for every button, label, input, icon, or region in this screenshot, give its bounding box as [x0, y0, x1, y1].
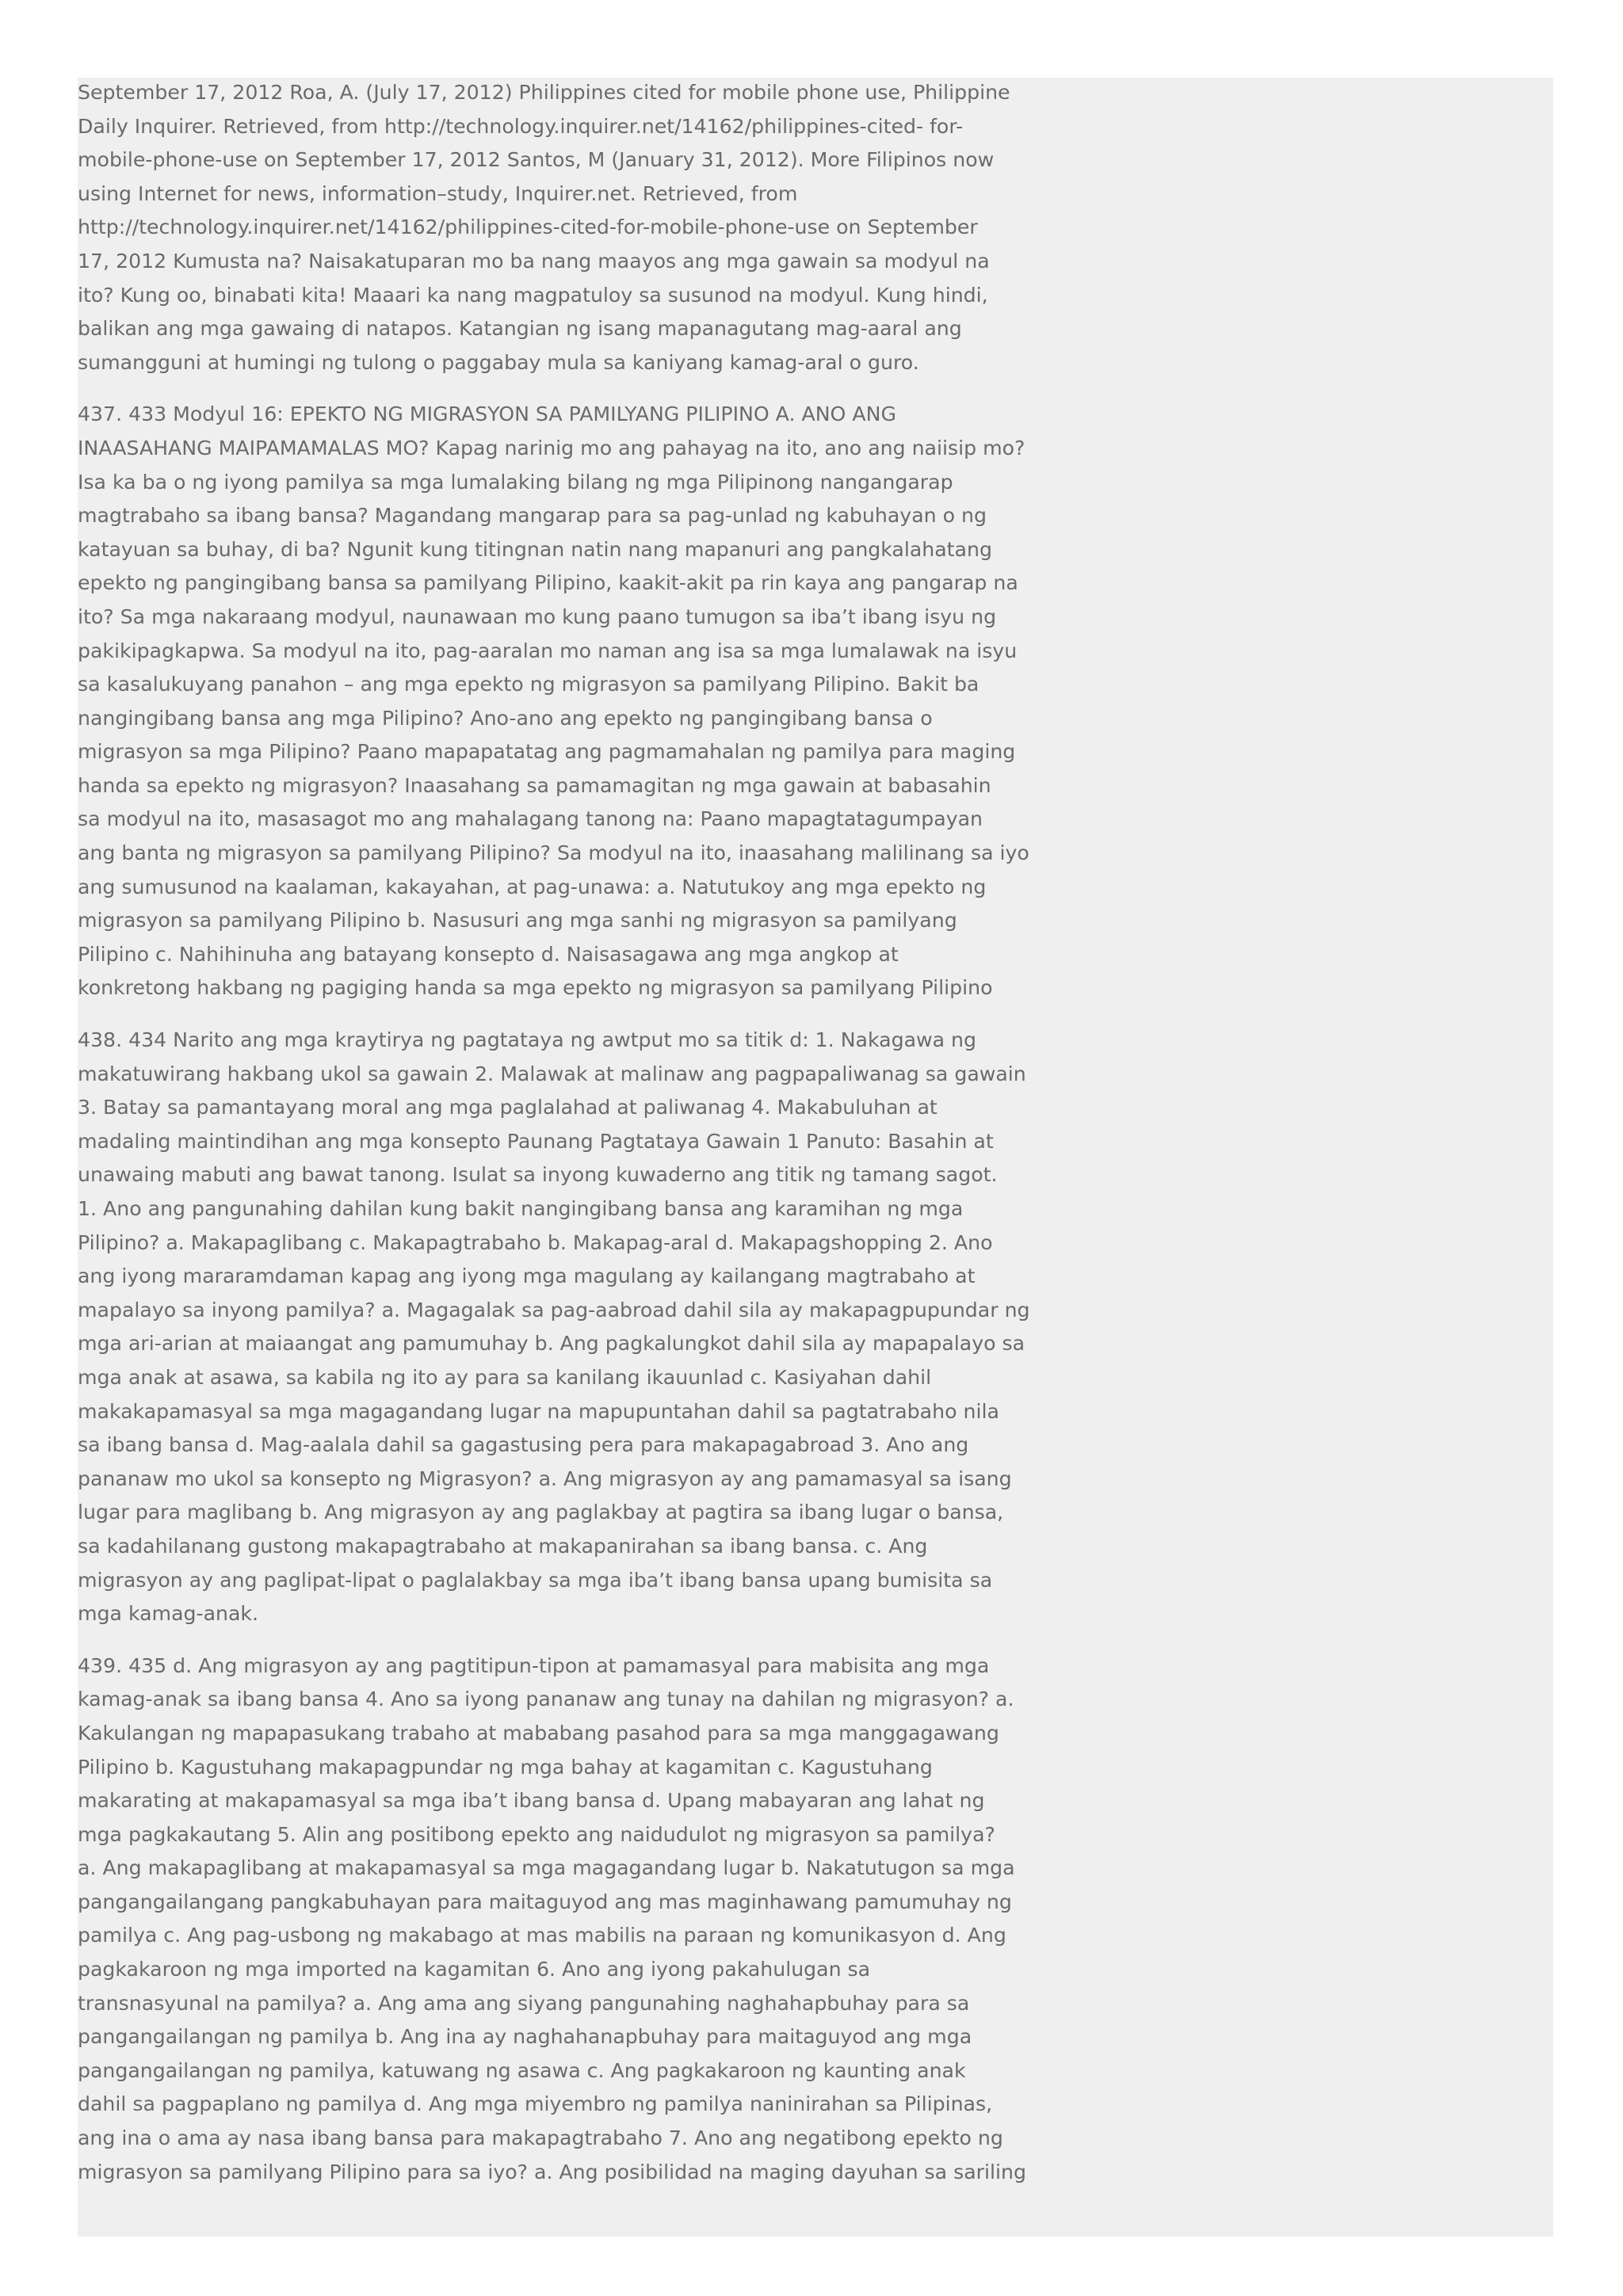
text-line: using Internet for news, information–study, Inquirer.net. Retrieved, from	[78, 181, 798, 205]
paragraph	[78, 398, 1068, 1005]
text-line: a. Ang makapaglibang at makapamasyal sa mga magagandang lugar b. Nakatutugon sa mga	[78, 1856, 1015, 1880]
text-line: konkretong hakbang ng pagiging handa sa mga epekto ng migrasyon sa pamilyang Pilipino	[78, 976, 993, 1000]
text-line: 17, 2012 Kumusta na? Naisakatuparan mo ba nang maayos ang mga gawain sa modyul na	[78, 249, 990, 273]
text-line: INAASAHANG MAIPAMAMALAS MO? Kapag narinig mo ang pahayag na ito, ano ang naiisip mo?	[78, 436, 1025, 460]
text-line: unawaing mabuti ang bawat tanong. Isulat sa inyong kuwaderno ang titik ng tamang sagot.	[78, 1163, 998, 1187]
text-line: 437. 433 Modyul 16: EPEKTO NG MIGRASYON SA PAMILYANG PILIPINO A. ANO ANG	[78, 402, 896, 426]
text-line: September 17, 2012 Roa, A. (July 17, 2012) Philippines cited for mobile phone use, Philippine	[78, 81, 1010, 104]
document-text	[78, 76, 1068, 2207]
text-line: 439. 435 d. Ang migrasyon ay ang pagtitipun-tipon at pamamasyal para mabisita ang mga	[78, 1653, 990, 1677]
text-line: migrasyon sa mga Pilipino? Paano mapapatatag ang pagmamahalan ng pamilya para maging	[78, 740, 1016, 764]
text-line: mapalayo sa inyong pamilya? a. Magagalak sa pag-aabroad dahil sila ay makapagpupundar ng	[78, 1298, 1030, 1322]
text-line: http://technology.inquirer.net/14162/philippines-cited-for-mobile-phone-use on September	[78, 215, 978, 239]
text-line: mga ari-arian at maiaangat ang pamumuhay b. Ang pagkalungkot dahil sila ay mapapalayo sa	[78, 1332, 1025, 1356]
text-line: balikan ang mga gawaing di natapos. Katangian ng isang mapanagutang mag-aaral ang	[78, 317, 962, 341]
text-line: katayuan sa buhay, di ba? Ngunit kung titingnan natin nang mapanuri ang pangkalahatang	[78, 537, 992, 561]
text-line: Pilipino b. Kagustuhang makapagpundar ng mga bahay at kagamitan c. Kagustuhang	[78, 1755, 933, 1779]
text-line: mga kamag-anak.	[78, 1602, 259, 1626]
text-line: 3. Batay sa pamantayang moral ang mga paglalahad at paliwanag 4. Makabuluhan at	[78, 1096, 938, 1119]
text-line: sa kasalukuyang panahon – ang mga epekto ng migrasyon sa pamilyang Pilipino. Bakit ba	[78, 673, 980, 696]
text-line: pangangailangang pangkabuhayan para maitaguyod ang mas maginhawang pamumuhay ng	[78, 1890, 1012, 1913]
text-line: sa kadahilanang gustong makapagtrabaho at makapanirahan sa ibang bansa. c. Ang	[78, 1534, 928, 1558]
text-line: Daily Inquirer. Retrieved, from http://technology.inquirer.net/14162/philippines-cited- for-	[78, 114, 964, 138]
text-line: ito? Sa mga nakaraang modyul, naunawaan mo kung paano tumugon sa iba’t ibang isyu ng	[78, 605, 997, 628]
text-line: pananaw mo ukol sa konsepto ng Migrasyon? a. Ang migrasyon ay ang pamamasyal sa isang	[78, 1466, 1012, 1490]
text-line: pangangailangan ng pamilya, katuwang ng asawa c. Ang pagkakaroon ng kaunting anak	[78, 2058, 966, 2082]
text-line: transnasyunal na pamilya? a. Ang ama ang siyang pangunahing naghahapbuhay para sa	[78, 1991, 970, 2015]
text-line: pagkakaroon ng mga imported na kagamitan 6. Ano ang iyong pakahulugan sa	[78, 1958, 871, 1981]
text-line: Pilipino? a. Makapaglibang c. Makapagtrabaho b. Makapag-aral d. Makapagshopping 2. Ano	[78, 1230, 993, 1254]
text-line: migrasyon sa pamilyang Pilipino para sa iyo? a. Ang posibilidad na maging dayuhan sa sariling	[78, 2160, 1026, 2183]
text-line: migrasyon ay ang paglipat-lipat o paglalakbay sa mga iba’t ibang bansa upang bumisita sa	[78, 1568, 993, 1592]
text-line: Pilipino c. Nahihinuha ang batayang konsepto d. Naisasagawa ang mga angkop at	[78, 942, 899, 966]
text-line: ang sumusunod na kaalaman, kakayahan, at pag-unawa: a. Natutukoy ang mga epekto ng	[78, 875, 987, 898]
text-line: dahil sa pagpaplano ng pamilya d. Ang mga miyembro ng pamilya naninirahan sa Pilipinas,	[78, 2092, 993, 2116]
text-line: mga anak at asawa, sa kabila ng ito ay para sa kanilang ikauunlad c. Kasiyahan dahil	[78, 1365, 932, 1389]
text-line: nangingibang bansa ang mga Pilipino? Ano-ano ang epekto ng pangingibang bansa o	[78, 706, 933, 730]
text-line: handa sa epekto ng migrasyon? Inaasahang sa pamamagitan ng mga gawain at babasahin	[78, 773, 991, 797]
text-line: ito? Kung oo, binabati kita! Maaari ka nang magpatuloy sa susunod na modyul. Kung hindi,	[78, 283, 988, 307]
text-line: magtrabaho sa ibang bansa? Magandang mangarap para sa pag-unlad ng kabuhayan o ng	[78, 504, 987, 528]
text-line: pakikipagkapwa. Sa modyul na ito, pag-aaralan mo naman ang isa sa mga lumalawak na isyu	[78, 639, 1018, 662]
text-line: pamilya c. Ang pag-usbong ng makabago at mas mabilis na paraan ng komunikasyon d. Ang	[78, 1924, 1006, 1947]
text-line: sa modyul na ito, masasagot mo ang mahalagang tanong na: Paano mapagtatagumpayan	[78, 807, 983, 831]
text-line: mga pagkakautang 5. Alin ang positibong epekto ang naidudulot ng migrasyon sa pamilya?	[78, 1822, 995, 1846]
text-line: pangangailangan ng pamilya b. Ang ina ay naghahanapbuhay para maitaguyod ang mga	[78, 2025, 972, 2049]
text-line: migrasyon sa pamilyang Pilipino b. Nasusuri ang mga sanhi ng migrasyon sa pamilyang	[78, 909, 957, 933]
paragraph	[78, 1024, 1068, 1631]
text-line: makakapamasyal sa mga magagandang lugar na mapupuntahan dahil sa pagtatrabaho nila	[78, 1399, 999, 1423]
text-line: ang banta ng migrasyon sa pamilyang Pilipino? Sa modyul na ito, inaasahang malilinang sa iyo	[78, 841, 1029, 865]
text-line: madaling maintindihan ang mga konsepto Paunang Pagtataya Gawain 1 Panuto: Basahin at	[78, 1129, 994, 1153]
text-line: 438. 434 Narito ang mga kraytirya ng pagtataya ng awtput mo sa titik d: 1. Nakagawa ng	[78, 1028, 976, 1052]
text-line: kamag-anak sa ibang bansa 4. Ano sa iyong pananaw ang tunay na dahilan ng migrasyon? a.	[78, 1688, 1014, 1711]
text-line: ang ina o ama ay nasa ibang bansa para makapagtrabaho 7. Ano ang negatibong epekto ng	[78, 2126, 1003, 2150]
paragraph	[78, 76, 1068, 379]
paragraph	[78, 1650, 1068, 2190]
text-line: Isa ka ba o ng iyong pamilya sa mga lumalaking bilang ng mga Pilipinong nangangarap	[78, 470, 953, 494]
text-line: lugar para maglibang b. Ang migrasyon ay ang paglakbay at pagtira sa ibang lugar o bansa,	[78, 1501, 1004, 1524]
text-line: sa ibang bansa d. Mag-aalala dahil sa gagastusing pera para makapagabroad 3. Ano ang	[78, 1433, 969, 1457]
text-line: makatuwirang hakbang ukol sa gawain 2. Malawak at malinaw ang pagpapaliwanag sa gawain	[78, 1062, 1026, 1085]
text-line: ang iyong mararamdaman kapag ang iyong mga magulang ay kailangang magtrabaho at	[78, 1264, 976, 1288]
text-line: makarating at makapamasyal sa mga iba’t ibang bansa d. Upang mabayaran ang lahat ng	[78, 1789, 985, 1813]
text-line: 1. Ano ang pangunahing dahilan kung bakit nangingibang bansa ang karamihan ng mga	[78, 1197, 964, 1220]
text-line: Kakulangan ng mapapasukang trabaho at mababang pasahod para sa mga manggagawang	[78, 1721, 999, 1745]
text-line: epekto ng pangingibang bansa sa pamilyang Pilipino, kaakit-akit pa rin kaya ang pangarap na	[78, 571, 1018, 595]
text-line: mobile-phone-use on September 17, 2012 Santos, M (January 31, 2012). More Filipinos now	[78, 148, 995, 172]
text-line: sumangguni at humingi ng tulong o paggabay mula sa kaniyang kamag-aral o guro.	[78, 350, 919, 374]
